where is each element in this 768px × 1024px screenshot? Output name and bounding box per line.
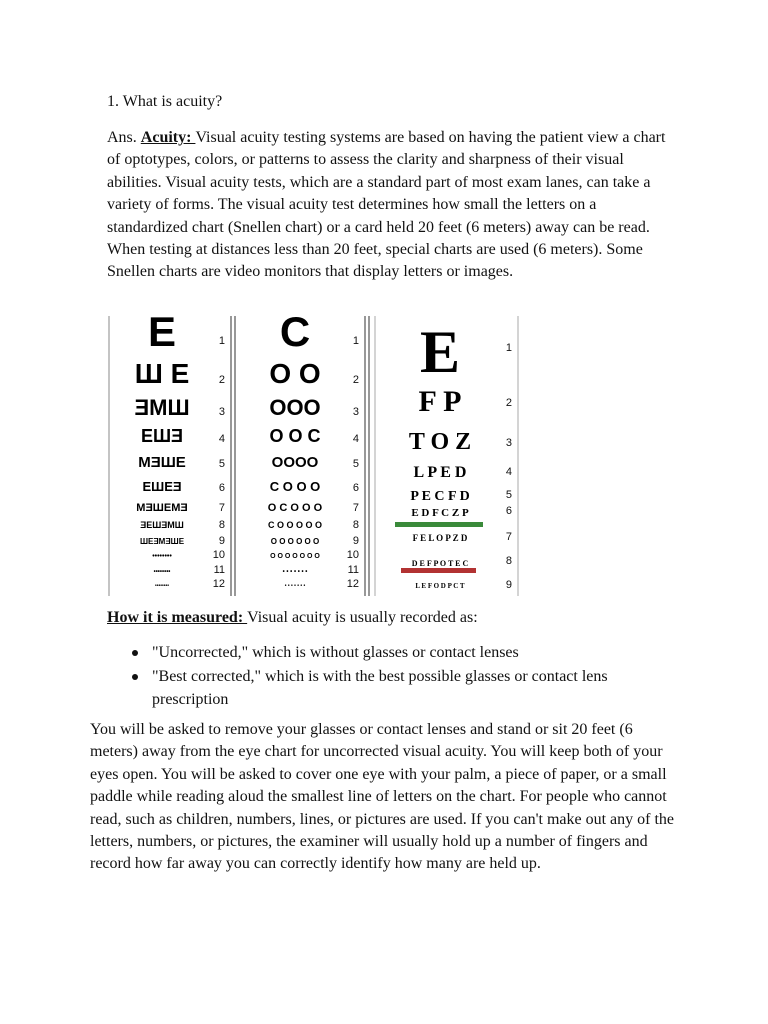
snellen-line-number: 8 — [505, 555, 512, 567]
c-chart-line-number: 8 — [352, 519, 359, 531]
snellen-line-number: 5 — [505, 489, 512, 501]
snellen-row: D E F P O T E C — [411, 559, 469, 568]
c-chart-line-number: 1 — [352, 335, 359, 347]
c-chart-line-number: 12 — [346, 578, 359, 590]
e-chart-line-number: 4 — [218, 433, 225, 445]
c-chart-row: C O O O O O — [267, 520, 323, 530]
c-chart-line-number: 7 — [352, 502, 359, 514]
e-chart-line-number: 10 — [212, 549, 225, 561]
list-item: "Uncorrected," which is without glasses or contact lenses — [130, 641, 670, 664]
e-chart-row: ƎMШ — [134, 395, 190, 420]
snellen-line-number: 7 — [505, 531, 512, 543]
c-chart-row: C — [279, 314, 311, 355]
e-chart-line-number: 5 — [218, 458, 225, 470]
snellen-row: L E F O D P C T — [415, 582, 465, 590]
snellen-row: T O Z — [408, 429, 472, 455]
e-chart-row: ШEƎMƎШE — [139, 537, 185, 546]
c-chart-line-number: 5 — [352, 458, 359, 470]
c-chart-row: O O O O O O O — [270, 553, 320, 560]
red-bar — [401, 568, 476, 573]
c-chart-row: • • • • • • • — [282, 569, 308, 575]
answer-prefix: Ans. — [107, 129, 141, 146]
e-chart-line-number: 3 — [218, 406, 225, 418]
e-chart-line-number: 9 — [218, 535, 225, 547]
snellen-row: F P — [418, 385, 462, 418]
eye-charts-figure — [107, 314, 520, 598]
snellen-line-number: 9 — [505, 579, 512, 591]
c-chart-row: O C O O O — [267, 502, 323, 514]
e-chart-row: MƎШE — [138, 454, 186, 471]
e-chart-row: •••••••• — [152, 553, 172, 560]
snellen-line-number: 1 — [505, 342, 512, 354]
c-chart-row: OOOO — [271, 454, 319, 471]
c-chart-row: C O O O — [269, 479, 321, 494]
snellen-row: E — [419, 319, 461, 385]
e-chart-row: •••••••• — [154, 583, 170, 589]
snellen-line-number: 6 — [505, 505, 512, 517]
c-chart-line-number: 2 — [352, 374, 359, 386]
snellen-row: E D F C Z P — [411, 507, 469, 519]
e-chart-row: EШƎ — [140, 426, 184, 446]
measured-label: How it is measured: — [107, 609, 248, 626]
snellen-row: P E C F D — [410, 489, 470, 504]
e-chart-line-number: 8 — [218, 519, 225, 531]
green-bar — [395, 522, 483, 527]
c-chart-line-number: 6 — [352, 482, 359, 494]
e-chart-row: Ш E — [134, 358, 190, 389]
c-chart-row: O O — [269, 358, 321, 389]
e-chart-line-number: 12 — [212, 578, 225, 590]
acuity-paragraph — [107, 127, 677, 284]
e-chart-line-number: 6 — [218, 482, 225, 494]
snellen-row: F E L O P Z D — [412, 533, 468, 543]
measured-paragraph — [107, 607, 667, 629]
measurement-list — [130, 641, 670, 712]
c-chart-row: • • • • • • • — [284, 583, 306, 589]
e-chart-line-number: 11 — [213, 564, 225, 576]
e-chart-row: MƎШEMƎ — [136, 502, 188, 514]
eye-charts-svg — [107, 314, 520, 598]
e-chart-row: •••••••• — [153, 569, 171, 575]
c-chart-line-number: 4 — [352, 433, 359, 445]
snellen-line-number: 4 — [505, 466, 512, 478]
list-item: "Best corrected," which is with the best possible glasses or contact lens prescription — [130, 665, 670, 711]
snellen-row: L P E D — [413, 464, 467, 481]
e-chart-line-number: 1 — [218, 335, 225, 347]
e-chart-line-number: 2 — [218, 374, 225, 386]
measured-text: Visual acuity is usually recorded as: — [247, 609, 478, 626]
c-chart-line-number: 9 — [352, 535, 359, 547]
question-heading: 1. What is acuity? — [107, 93, 223, 110]
acuity-label: Acuity: — [140, 129, 196, 146]
e-chart-row: ƎEШƎMШ — [140, 520, 184, 530]
closing-paragraph: You will be asked to remove your glasses or contact lenses and stand or sit 20 feet (6 meters) away from the eye chart for uncorrected visual acuity. You will keep both of your eyes open. You will be asked to cover one eye with your palm, a piece of paper, or a small paddle while reading aloud the smallest line of letters on the chart. For people who cannot read, such as children, numbers, lines, or pictures are used. If you can't make out any of the letters, numbers, or pictures, the examiner will usually hold up a number of fingers and record how far away you can correctly identify how many are held up. — [90, 721, 675, 873]
c-chart-row: OOO — [269, 395, 321, 420]
snellen-line-number: 3 — [505, 437, 512, 449]
c-chart-row: O O C — [269, 426, 321, 446]
snellen-line-number: 2 — [505, 397, 512, 409]
c-chart-line-number: 11 — [347, 564, 359, 576]
c-chart-row: O O O O O O — [270, 537, 320, 546]
e-chart-line-number: 7 — [218, 502, 225, 514]
e-chart-row: E — [147, 314, 177, 355]
c-chart-line-number: 10 — [346, 549, 359, 561]
acuity-text: Visual acuity testing systems are based on having the patient view a chart of optotypes, colors, or patterns to assess the clarity and sharpness of their visual abilities. Visual acuity tests, which are a standard part of most exam lanes, can take a variety of forms. The visual acuity test determines how small the letters on a standardized chart (Snellen chart) or a card held 20 feet (6 meters) away can be read. When testing at distances less than 20 feet, special charts are used (6 meters). Some Snellen charts are video monitors that display letters or images. — [107, 129, 666, 281]
e-chart-row: EШEƎ — [142, 479, 182, 494]
c-chart-line-number: 3 — [352, 406, 359, 418]
